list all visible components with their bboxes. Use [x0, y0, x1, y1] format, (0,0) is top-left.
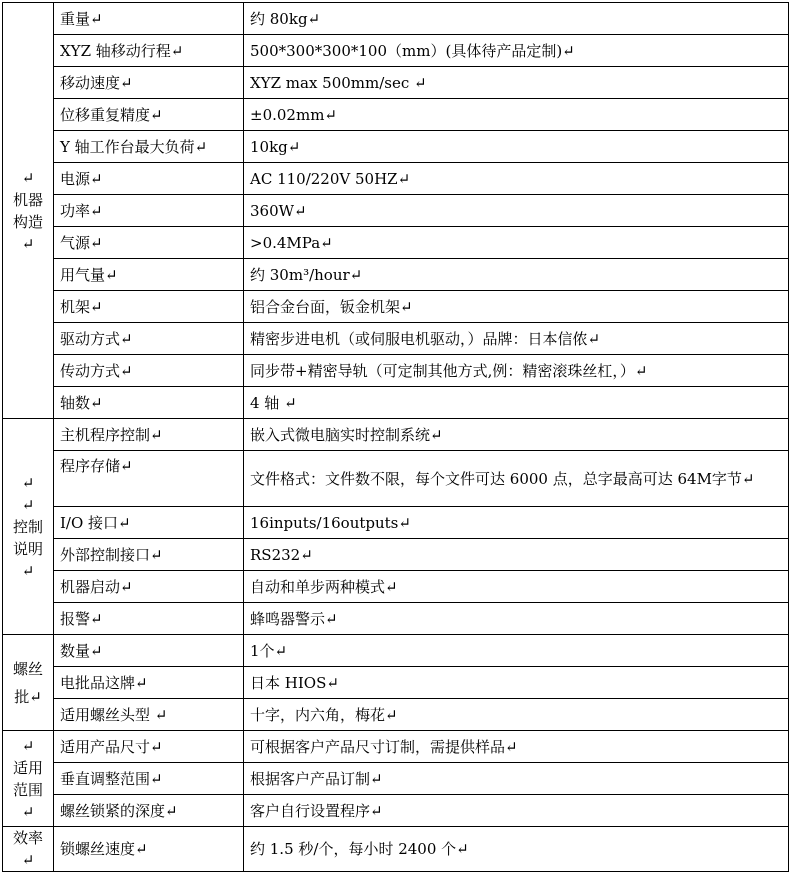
category-line: 效率↵ [12, 829, 43, 869]
spec-value: 10kg↵ [244, 131, 789, 163]
spec-value: 自动和单步两种模式↵ [244, 571, 789, 603]
spec-name: 驱动方式↵ [54, 323, 244, 355]
spec-name: 位移重复精度↵ [54, 99, 244, 131]
spec-name: 用气量↵ [54, 259, 244, 291]
spec-table [2, 2, 789, 872]
table-row [3, 99, 789, 131]
spec-name: 气源↵ [54, 227, 244, 259]
spec-name: 重量↵ [54, 3, 244, 35]
spec-name: 锁螺丝速度↵ [54, 827, 244, 872]
spec-name: 程序存储↵ [54, 451, 244, 507]
table-row [3, 323, 789, 355]
spec-value: ±0.02mm↵ [244, 99, 789, 131]
spec-value: 铝合金台面，钣金机架↵ [244, 291, 789, 323]
spec-name: Y 轴工作台最大负荷↵ [54, 131, 244, 163]
table-row [3, 35, 789, 67]
table-row [3, 387, 789, 419]
spec-name: 数量↵ [54, 635, 244, 667]
spec-value: 文件格式：文件数不限，每个文件可达 6000 点，总字最高可达 64M字节↵ [244, 451, 789, 507]
spec-name: 适用螺丝头型 ↵ [54, 699, 244, 731]
spec-name: 机架↵ [54, 291, 244, 323]
table-row [3, 163, 789, 195]
spec-value: 日本 HIOS↵ [244, 667, 789, 699]
spec-value: 客户自行设置程序↵ [244, 795, 789, 827]
category-line: ↵ [21, 473, 35, 492]
table-row [3, 731, 789, 763]
table-row [3, 795, 789, 827]
category-line: ↵ [21, 168, 35, 187]
spec-value: 500*300*300*100（mm）(具体待产品定制)↵ [244, 35, 789, 67]
table-row [3, 571, 789, 603]
spec-name: 电源↵ [54, 163, 244, 195]
spec-name: 移动速度↵ [54, 67, 244, 99]
category-line: 范围↵ [12, 780, 43, 821]
spec-name: 传动方式↵ [54, 355, 244, 387]
spec-value: 1个↵ [244, 635, 789, 667]
spec-name: 适用产品尺寸↵ [54, 731, 244, 763]
table-row [3, 451, 789, 507]
table-row [3, 667, 789, 699]
table-row [3, 699, 789, 731]
table-row [3, 131, 789, 163]
category-line: ↵ [21, 495, 35, 514]
spec-value: 16inputs/16outputs↵ [244, 507, 789, 539]
table-row [3, 195, 789, 227]
category-line: 构造↵ [12, 212, 43, 253]
category-line: 批↵ [14, 687, 42, 706]
category-cell-control [3, 419, 54, 635]
spec-value: XYZ max 500mm/sec ↵ [244, 67, 789, 99]
category-cell-screwdriver [3, 635, 54, 731]
category-line: 螺丝 [12, 659, 43, 678]
spec-value: 蜂鸣器警示↵ [244, 603, 789, 635]
spec-value: RS232↵ [244, 539, 789, 571]
table-row [3, 507, 789, 539]
spec-name: 轴数↵ [54, 387, 244, 419]
spec-value: 4 轴 ↵ [244, 387, 789, 419]
spec-value: 约 80kg↵ [244, 3, 789, 35]
table-row [3, 227, 789, 259]
table-row [3, 539, 789, 571]
spec-name: 报警↵ [54, 603, 244, 635]
table-row [3, 603, 789, 635]
spec-value: 十字，内六角，梅花↵ [244, 699, 789, 731]
spec-name: I/O 接口↵ [54, 507, 244, 539]
spec-name: 垂直调整范围↵ [54, 763, 244, 795]
spec-value: >0.4MPa↵ [244, 227, 789, 259]
category-line: ↵ [21, 736, 35, 755]
spec-name: 机器启动↵ [54, 571, 244, 603]
spec-value: 同步带+精密导轨（可定制其他方式,例：精密滚珠丝杠，）↵ [244, 355, 789, 387]
spec-name: 螺丝锁紧的深度↵ [54, 795, 244, 827]
spec-name: 电批品这牌↵ [54, 667, 244, 699]
spec-value: 约 30m³/hour↵ [244, 259, 789, 291]
table-row [3, 291, 789, 323]
table-row [3, 827, 789, 872]
spec-name: 主机程序控制↵ [54, 419, 244, 451]
table-row [3, 635, 789, 667]
spec-name: 外部控制接口↵ [54, 539, 244, 571]
spec-value: 嵌入式微电脑实时控制系统↵ [244, 419, 789, 451]
category-line: 机器 [12, 190, 43, 209]
table-row [3, 67, 789, 99]
spec-value: 精密步进电机（或伺服电机驱动，）品牌：日本信侬↵ [244, 323, 789, 355]
table-row [3, 259, 789, 291]
category-line: 控制 [12, 517, 43, 536]
category-line: 说明↵ [12, 539, 43, 580]
spec-name: 功率↵ [54, 195, 244, 227]
table-row [3, 355, 789, 387]
table-row [3, 419, 789, 451]
spec-value: AC 110/220V 50HZ↵ [244, 163, 789, 195]
category-cell-efficiency [3, 827, 54, 872]
spec-value: 360W↵ [244, 195, 789, 227]
spec-name: XYZ 轴移动行程↵ [54, 35, 244, 67]
spec-value: 可根据客户产品尺寸订制，需提供样品↵ [244, 731, 789, 763]
category-cell-machine-structure [3, 3, 54, 419]
category-line: 适用 [12, 758, 43, 777]
spec-value: 约 1.5 秒/个，每小时 2400 个↵ [244, 827, 789, 872]
category-cell-scope [3, 731, 54, 827]
table-row [3, 763, 789, 795]
spec-value: 根据客户产品订制↵ [244, 763, 789, 795]
table-row [3, 3, 789, 35]
